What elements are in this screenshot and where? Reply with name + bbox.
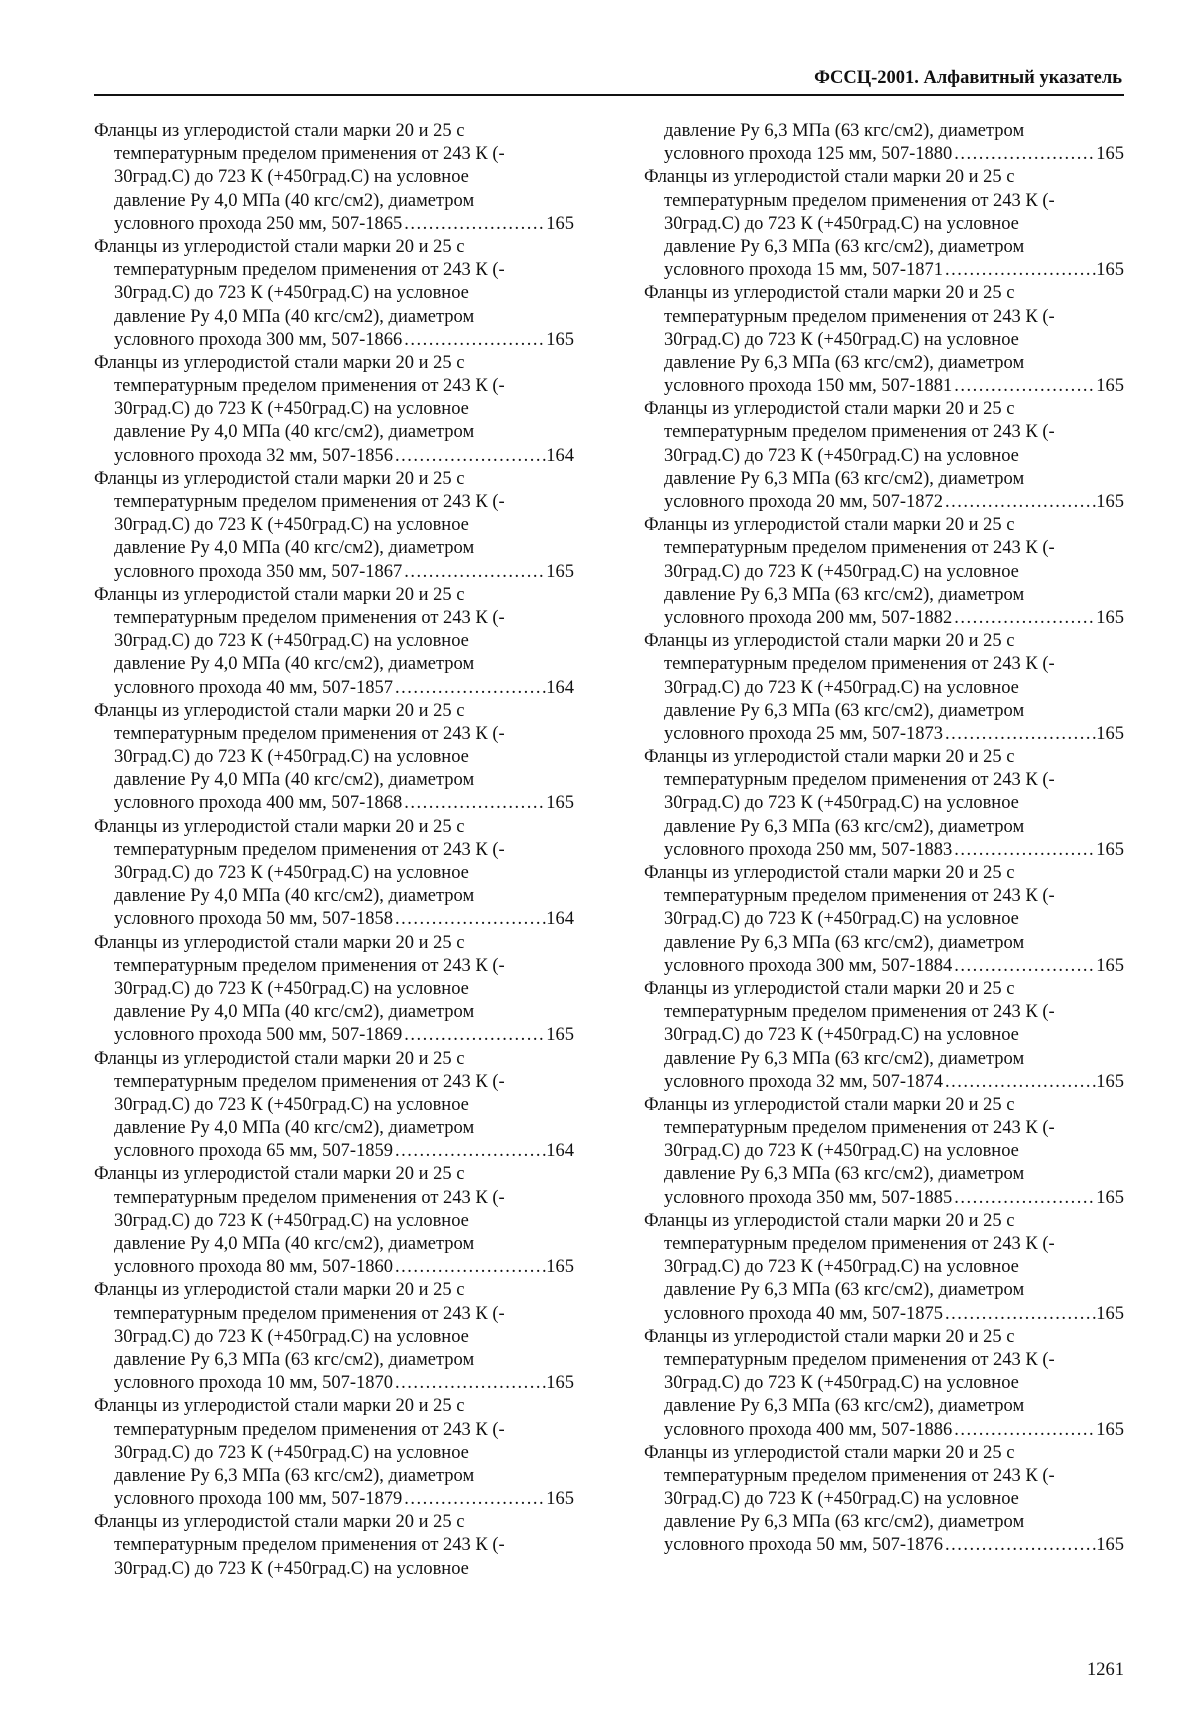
entry-heading-line: Фланцы из углеродистой стали марки 20 и 25 с [94, 468, 465, 489]
page-header [94, 66, 1124, 96]
entry-page-ref: 164 [546, 1141, 574, 1162]
index-entry [644, 746, 1124, 862]
entry-continuation-line: 30град.С) до 723 К (+450град.С) на условное [114, 1326, 469, 1347]
entry-continuation-line: 30град.С) до 723 К (+450град.С) на условное [664, 213, 1019, 234]
entry-code: условного прохода 400 мм, 507-1886 [664, 1419, 953, 1440]
entry-continuation-line: давление Ру 4,0 МПа (40 кгс/см2), диаметром [114, 1002, 475, 1023]
entry-page-ref: 165 [1096, 144, 1124, 165]
dot-leader [393, 445, 546, 468]
entry-page-ref: 165 [546, 1489, 574, 1510]
entry-continuation-line: температурным пределом применения от 243 К (- [114, 723, 505, 744]
entry-heading-line: Фланцы из углеродистой стали марки 20 и 25 с [644, 1326, 1015, 1347]
entry-continuation-line: 30град.С) до 723 К (+450град.С) на условное [114, 515, 469, 536]
index-entry [94, 584, 574, 700]
entry-continuation-line: 30град.С) до 723 К (+450град.С) на условное [664, 1257, 1019, 1278]
dot-leader [393, 677, 546, 700]
index-entry [644, 1442, 1124, 1558]
index-entry [644, 398, 1124, 514]
entry-continuation-line: 30град.С) до 723 К (+450град.С) на условное [664, 677, 1019, 698]
dot-leader [402, 1024, 546, 1047]
entry-page-ref: 165 [1096, 1535, 1124, 1556]
entry-code: условного прохода 10 мм, 507-1870 [114, 1373, 393, 1394]
entry-continuation-line: 30град.С) до 723 К (+450град.С) на условное [114, 1094, 469, 1115]
entry-continuation-line: 30град.С) до 723 К (+450град.С) на условное [664, 1373, 1019, 1394]
entry-continuation-line: температурным пределом применения от 243 К (- [664, 306, 1055, 327]
dot-leader [952, 1187, 1096, 1210]
entry-reference-line [644, 375, 1124, 398]
entry-continuation-line: 30град.С) до 723 К (+450град.С) на условное [664, 1141, 1019, 1162]
index-entry [644, 166, 1124, 282]
entry-continuation-line: температурным пределом применения от 243 К (- [664, 538, 1055, 559]
entry-page-ref: 165 [1096, 492, 1124, 512]
dot-leader [952, 607, 1096, 630]
entry-continuation-line: давление Ру 6,3 МПа (63 кгс/см2), диаметром [664, 932, 1025, 953]
entry-continuation-line: 30град.С) до 723 К (+450град.С) на условное [114, 863, 469, 883]
entry-page-ref: 165 [1096, 1303, 1124, 1324]
dot-leader [943, 723, 1096, 746]
entry-heading-line: Фланцы из углеродистой стали марки 20 и 25 с [644, 515, 1015, 536]
entry-continuation-line: температурным пределом применения от 243 К (- [114, 1071, 505, 1092]
entry-code: условного прохода 50 мм, 507-1858 [114, 909, 393, 930]
entry-code: условного прохода 20 мм, 507-1872 [664, 492, 943, 512]
entry-reference-line [644, 491, 1124, 514]
entry-reference-line [94, 213, 574, 236]
index-entry [644, 514, 1124, 630]
entry-heading-line: Фланцы из углеродистой стали марки 20 и 25 с [94, 1396, 465, 1417]
entry-reference-line [644, 1071, 1124, 1094]
entry-continuation-line: температурным пределом применения от 243 К (- [664, 1002, 1055, 1023]
entry-continuation-line: давление Ру 6,3 МПа (63 кгс/см2), диаметром [664, 121, 1025, 141]
entry-reference-line [94, 1372, 574, 1395]
entry-heading-line: Фланцы из углеродистой стали марки 20 и 25 с [94, 700, 465, 721]
index-entry [644, 1210, 1124, 1326]
entry-reference-line [644, 955, 1124, 978]
entry-heading-line: Фланцы из углеродистой стали марки 20 и 25 с [94, 1048, 465, 1069]
entry-heading-line: Фланцы из углеродистой стали марки 20 и 25 с [644, 1094, 1015, 1115]
entry-heading-line: Фланцы из углеродистой стали марки 20 и 25 с [644, 399, 1015, 420]
entry-heading-line: Фланцы из углеродистой стали марки 20 и 25 с [94, 1164, 465, 1185]
entry-continuation-line: давление Ру 4,0 МПа (40 кгс/см2), диаметром [114, 538, 475, 559]
entry-page-ref: 165 [546, 213, 574, 234]
dot-leader [402, 561, 546, 584]
entry-continuation-line: давление Ру 4,0 МПа (40 кгс/см2), диаметром [114, 770, 475, 791]
header-title: ФССЦ-2001. Алфавитный указатель [814, 68, 1122, 88]
entry-page-ref: 165 [1096, 723, 1124, 744]
entry-continuation-line: температурным пределом применения от 243 К (- [664, 1465, 1055, 1486]
entry-heading-line: Фланцы из углеродистой стали марки 20 и 25 с [94, 932, 465, 953]
entry-continuation-line: 30град.С) до 723 К (+450град.С) на условное [114, 747, 469, 768]
page-number: 1261 [1087, 1660, 1124, 1680]
entry-continuation-line: давление Ру 4,0 МПа (40 кгс/см2), диаметром [114, 886, 475, 907]
entry-reference-line [644, 259, 1124, 282]
entry-continuation-line: давление Ру 4,0 МПа (40 кгс/см2), диаметром [114, 654, 475, 675]
dot-leader [952, 955, 1096, 978]
entry-continuation-line: температурным пределом применения от 243 К (- [664, 190, 1055, 211]
entry-code: условного прохода 300 мм, 507-1866 [114, 329, 403, 350]
entry-continuation-line: давление Ру 6,3 МПа (63 кгс/см2), диаметром [664, 468, 1025, 489]
dot-leader [952, 839, 1096, 862]
entry-reference-line [94, 329, 574, 352]
entry-reference-line [644, 607, 1124, 630]
entry-page-ref: 165 [546, 561, 574, 582]
entry-continuation-line: температурным пределом применения от 243 К (- [114, 607, 505, 628]
index-entry [94, 1279, 574, 1395]
dot-leader [943, 1534, 1096, 1557]
entry-continuation-line: температурным пределом применения от 243 К (- [114, 144, 505, 165]
entry-continuation-line: 30град.С) до 723 К (+450град.С) на условное [114, 167, 469, 188]
entry-heading-line: Фланцы из углеродистой стали марки 20 и 25 с [644, 283, 1015, 304]
entry-code: условного прохода 300 мм, 507-1884 [664, 955, 953, 976]
entry-reference-line [644, 1303, 1124, 1326]
entry-heading-line: Фланцы из углеродистой стали марки 20 и 25 с [94, 236, 465, 257]
entry-continuation-line: давление Ру 6,3 МПа (63 кгс/см2), диаметром [664, 584, 1025, 605]
entry-continuation-line: давление Ру 6,3 МПа (63 кгс/см2), диаметром [664, 352, 1025, 373]
entry-continuation-line: 30град.С) до 723 К (+450град.С) на условное [114, 631, 469, 652]
entry-code: условного прохода 32 мм, 507-1874 [664, 1071, 943, 1092]
entry-continuation-line: давление Ру 4,0 МПа (40 кгс/см2), диаметром [114, 1234, 475, 1254]
entry-page-ref: 165 [1096, 955, 1124, 976]
entry-heading-line: Фланцы из углеродистой стали марки 20 и 25 с [644, 978, 1015, 999]
entry-continuation-line: 30град.С) до 723 К (+450град.С) на условное [664, 793, 1019, 814]
dot-leader [952, 1419, 1096, 1442]
index-column-left [94, 120, 574, 1581]
dot-leader [393, 908, 546, 931]
entry-continuation-line: давление Ру 6,3 МПа (63 кгс/см2), диаметром [664, 1396, 1025, 1417]
dot-leader [393, 1256, 546, 1279]
entry-continuation-line: температурным пределом применения от 243 К (- [664, 654, 1055, 675]
entry-code: условного прохода 250 мм, 507-1865 [114, 213, 403, 234]
entry-continuation-line: давление Ру 4,0 МПа (40 кгс/см2), диаметром [114, 1118, 475, 1139]
index-entry [644, 120, 1124, 166]
entry-continuation-line: давление Ру 6,3 МПа (63 кгс/см2), диаметром [664, 1280, 1025, 1301]
entry-continuation-line: 30град.С) до 723 К (+450град.С) на условное [114, 1210, 469, 1231]
entry-page-ref: 165 [1096, 376, 1124, 397]
index-entry [94, 120, 574, 236]
entry-code: условного прохода 32 мм, 507-1856 [114, 445, 393, 466]
dot-leader [393, 1140, 546, 1163]
entry-code: условного прохода 250 мм, 507-1883 [664, 839, 953, 860]
index-entry [94, 468, 574, 584]
entry-code: условного прохода 65 мм, 507-1859 [114, 1141, 393, 1162]
entry-reference-line [94, 1256, 574, 1279]
entry-continuation-line: температурным пределом применения от 243 К (- [114, 492, 505, 512]
entry-heading-line: Фланцы из углеродистой стали марки 20 и 25 с [94, 584, 465, 605]
entry-page-ref: 165 [1096, 1187, 1124, 1208]
entry-code: условного прохода 125 мм, 507-1880 [664, 144, 953, 165]
entry-heading-line: Фланцы из углеродистой стали марки 20 и 25 с [644, 1210, 1015, 1231]
entry-continuation-line: давление Ру 4,0 МПа (40 кгс/см2), диаметром [114, 422, 475, 443]
dot-leader [952, 143, 1096, 166]
entry-reference-line [94, 1024, 574, 1047]
index-entry [644, 978, 1124, 1094]
entry-reference-line [644, 1419, 1124, 1442]
entry-reference-line [94, 1140, 574, 1163]
index-entry [644, 282, 1124, 398]
dot-leader [402, 792, 546, 815]
entry-continuation-line: температурным пределом применения от 243 К (- [664, 1118, 1055, 1139]
entry-page-ref: 165 [546, 1373, 574, 1394]
entry-reference-line [644, 723, 1124, 746]
entry-continuation-line: 30град.С) до 723 К (+450град.С) на условное [664, 561, 1019, 582]
entry-continuation-line: температурным пределом применения от 243 К (- [114, 376, 505, 397]
entry-page-ref: 165 [546, 1257, 574, 1278]
entry-heading-line: Фланцы из углеродистой стали марки 20 и 25 с [94, 121, 465, 141]
entry-reference-line [94, 445, 574, 468]
entry-code: условного прохода 350 мм, 507-1867 [114, 561, 403, 582]
entry-heading-line: Фланцы из углеродистой стали марки 20 и 25 с [94, 1512, 465, 1533]
entry-continuation-line: давление Ру 6,3 МПа (63 кгс/см2), диаметром [664, 236, 1025, 257]
entry-continuation-line: температурным пределом применения от 243 К (- [114, 955, 505, 976]
entry-continuation-line: температурным пределом применения от 243 К (- [664, 1349, 1055, 1370]
entry-continuation-line: температурным пределом применения от 243 К (- [114, 839, 505, 860]
entry-reference-line [94, 677, 574, 700]
entry-continuation-line: 30град.С) до 723 К (+450град.С) на условное [114, 399, 469, 420]
entry-page-ref: 165 [1096, 260, 1124, 281]
entry-code: условного прохода 350 мм, 507-1885 [664, 1187, 953, 1208]
entry-continuation-line: 30град.С) до 723 К (+450град.С) на условное [114, 1558, 469, 1579]
entry-continuation-line: температурным пределом применения от 243 К (- [114, 1187, 505, 1208]
index-entry [644, 630, 1124, 746]
entry-code: условного прохода 15 мм, 507-1871 [664, 260, 943, 281]
entry-continuation-line: температурным пределом применения от 243 К (- [114, 1535, 505, 1556]
entry-page-ref: 164 [546, 909, 574, 930]
entry-reference-line [644, 1187, 1124, 1210]
entry-code: условного прохода 400 мм, 507-1868 [114, 793, 403, 814]
entry-heading-line: Фланцы из углеродистой стали марки 20 и 25 с [94, 352, 465, 373]
index-entry [94, 816, 574, 932]
entry-continuation-line: давление Ру 4,0 МПа (40 кгс/см2), диаметром [114, 190, 475, 211]
index-entry [94, 1395, 574, 1511]
entry-continuation-line: давление Ру 6,3 МПа (63 кгс/см2), диаметром [664, 816, 1025, 837]
index-entry [644, 862, 1124, 978]
entry-page-ref: 165 [546, 793, 574, 814]
entry-code: условного прохода 500 мм, 507-1869 [114, 1025, 403, 1046]
entry-code: условного прохода 80 мм, 507-1860 [114, 1257, 393, 1278]
entry-code: условного прохода 25 мм, 507-1873 [664, 723, 943, 744]
entry-reference-line [94, 792, 574, 815]
entry-continuation-line: температурным пределом применения от 243 К (- [114, 260, 505, 281]
dot-leader [943, 1303, 1096, 1326]
entry-reference-line [94, 561, 574, 584]
dot-leader [393, 1372, 546, 1395]
index-entry [94, 700, 574, 816]
entry-continuation-line: 30град.С) до 723 К (+450град.С) на условное [114, 1442, 469, 1463]
dot-leader [952, 375, 1096, 398]
dot-leader [402, 213, 546, 236]
entry-heading-line: Фланцы из углеродистой стали марки 20 и 25 с [644, 747, 1015, 768]
entry-continuation-line: температурным пределом применения от 243 К (- [664, 886, 1055, 907]
index-entry [94, 236, 574, 352]
index-entry [94, 352, 574, 468]
entry-heading-line: Фланцы из углеродистой стали марки 20 и 25 с [644, 1442, 1015, 1463]
entry-continuation-line: температурным пределом применения от 243 К (- [664, 770, 1055, 791]
entry-page-ref: 165 [546, 329, 574, 350]
entry-continuation-line: давление Ру 6,3 МПа (63 кгс/см2), диаметром [114, 1349, 475, 1370]
entry-code: условного прохода 50 мм, 507-1876 [664, 1535, 943, 1556]
entry-continuation-line: температурным пределом применения от 243 К (- [114, 1303, 505, 1324]
entry-continuation-line: 30град.С) до 723 К (+450град.С) на условное [664, 445, 1019, 466]
entry-continuation-line: 30град.С) до 723 К (+450град.С) на условное [664, 1489, 1019, 1510]
entry-continuation-line: 30град.С) до 723 К (+450град.С) на условное [114, 978, 469, 999]
index-entry [644, 1326, 1124, 1442]
entry-reference-line [94, 908, 574, 931]
index-entry [94, 1511, 574, 1581]
entry-code: условного прохода 40 мм, 507-1857 [114, 677, 393, 698]
dot-leader [943, 259, 1096, 282]
entry-page-ref: 164 [546, 445, 574, 466]
entry-continuation-line: давление Ру 6,3 МПа (63 кгс/см2), диаметром [114, 1465, 475, 1486]
index-entry [94, 1048, 574, 1164]
entry-continuation-line: давление Ру 6,3 МПа (63 кгс/см2), диаметром [664, 1048, 1025, 1069]
entry-continuation-line: давление Ру 4,0 МПа (40 кгс/см2), диаметром [114, 306, 475, 327]
entry-continuation-line: 30град.С) до 723 К (+450град.С) на условное [664, 329, 1019, 350]
entry-heading-line: Фланцы из углеродистой стали марки 20 и 25 с [644, 863, 1015, 883]
entry-continuation-line: 30град.С) до 723 К (+450град.С) на условное [664, 909, 1019, 930]
entry-heading-line: Фланцы из углеродистой стали марки 20 и 25 с [94, 1280, 465, 1301]
entry-reference-line [644, 1534, 1124, 1557]
entry-page-ref: 165 [1096, 607, 1124, 628]
index-entry [94, 932, 574, 1048]
entry-page-ref: 165 [546, 1025, 574, 1046]
dot-leader [402, 329, 546, 352]
entry-heading-line: Фланцы из углеродистой стали марки 20 и 25 с [94, 816, 465, 837]
entry-continuation-line: 30град.С) до 723 К (+450град.С) на условное [114, 283, 469, 304]
index-entry [94, 1163, 574, 1279]
dot-leader [943, 1071, 1096, 1094]
dot-leader [402, 1488, 546, 1511]
entry-heading-line: Фланцы из углеродистой стали марки 20 и 25 с [644, 167, 1015, 188]
entry-continuation-line: температурным пределом применения от 243 К (- [114, 1419, 505, 1440]
entry-code: условного прохода 40 мм, 507-1875 [664, 1303, 943, 1324]
entry-reference-line [644, 143, 1124, 166]
entry-page-ref: 165 [1096, 1071, 1124, 1092]
entry-page-ref: 165 [1096, 1419, 1124, 1440]
entry-continuation-line: давление Ру 6,3 МПа (63 кгс/см2), диаметром [664, 1164, 1025, 1185]
entry-page-ref: 165 [1096, 839, 1124, 860]
entry-code: условного прохода 200 мм, 507-1882 [664, 607, 953, 628]
entry-reference-line [644, 839, 1124, 862]
index-entry [644, 1094, 1124, 1210]
entry-page-ref: 164 [546, 677, 574, 698]
entry-reference-line [94, 1488, 574, 1511]
entry-continuation-line: температурным пределом применения от 243 К (- [664, 422, 1055, 443]
dot-leader [943, 491, 1096, 514]
index-column-right [644, 120, 1124, 1558]
entry-continuation-line: 30град.С) до 723 К (+450град.С) на условное [664, 1025, 1019, 1046]
entry-code: условного прохода 100 мм, 507-1879 [114, 1489, 403, 1510]
entry-continuation-line: давление Ру 6,3 МПа (63 кгс/см2), диаметром [664, 1512, 1025, 1533]
entry-heading-line: Фланцы из углеродистой стали марки 20 и 25 с [644, 631, 1015, 652]
entry-continuation-line: давление Ру 6,3 МПа (63 кгс/см2), диаметром [664, 700, 1025, 721]
entry-code: условного прохода 150 мм, 507-1881 [664, 376, 953, 397]
entry-continuation-line: температурным пределом применения от 243 К (- [664, 1234, 1055, 1254]
